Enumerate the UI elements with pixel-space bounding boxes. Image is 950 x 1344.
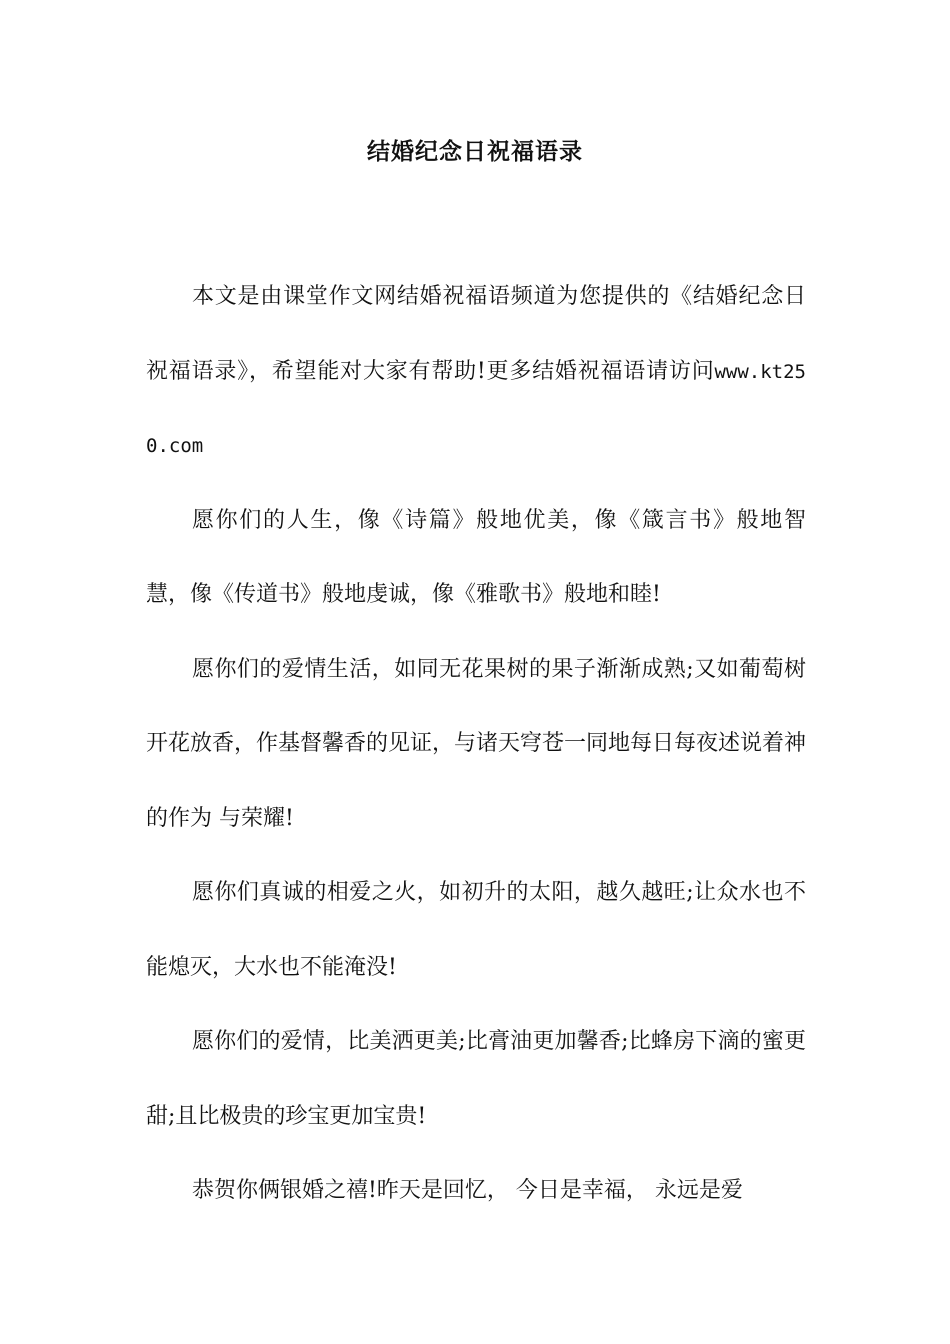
blessing-paragraph-3: 愿你们真诚的相爱之火，如初升的太阳，越久越旺;让众水也不能熄灭，大水也不能淹没! — [146, 880, 806, 980]
blessing-paragraph-2: 愿你们的爱情生活，如同无花果树的果子渐渐成熟;又如葡萄树开花放香，作基督馨香的见证，与诸天穹苍一同地每日每夜述说着神的作为 与荣耀! — [146, 656, 807, 831]
blessing-paragraph-4: 愿你们的爱情，比美洒更美;比膏油更加馨香;比蜂房下滴的蜜更甜;且比极贵的珍宝更加宝贵! — [146, 1029, 806, 1129]
intro-text: 本文是由课堂作文网结婚祝福语频道为您提供的《结婚纪念日祝福语录》，希望能对大家有帮助!更多结婚祝福语请访问 — [146, 284, 806, 384]
blessing-paragraph-1: 愿你们的人生，像《诗篇》般地优美，像《箴言书》般地智慧，像《传道书》般地虔诚，像《雅歌书》般地和睦! — [146, 507, 806, 607]
blessing-paragraph-5: 恭贺你俩银婚之禧!昨天是回忆， 今日是幸福， 永远是爱 — [192, 1178, 743, 1203]
document-title: 结婚纪念日祝福语录 — [367, 139, 583, 165]
intro-paragraph — [146, 260, 806, 484]
document-body — [146, 260, 806, 1229]
intro-url: www.kt250.com — [146, 360, 806, 457]
